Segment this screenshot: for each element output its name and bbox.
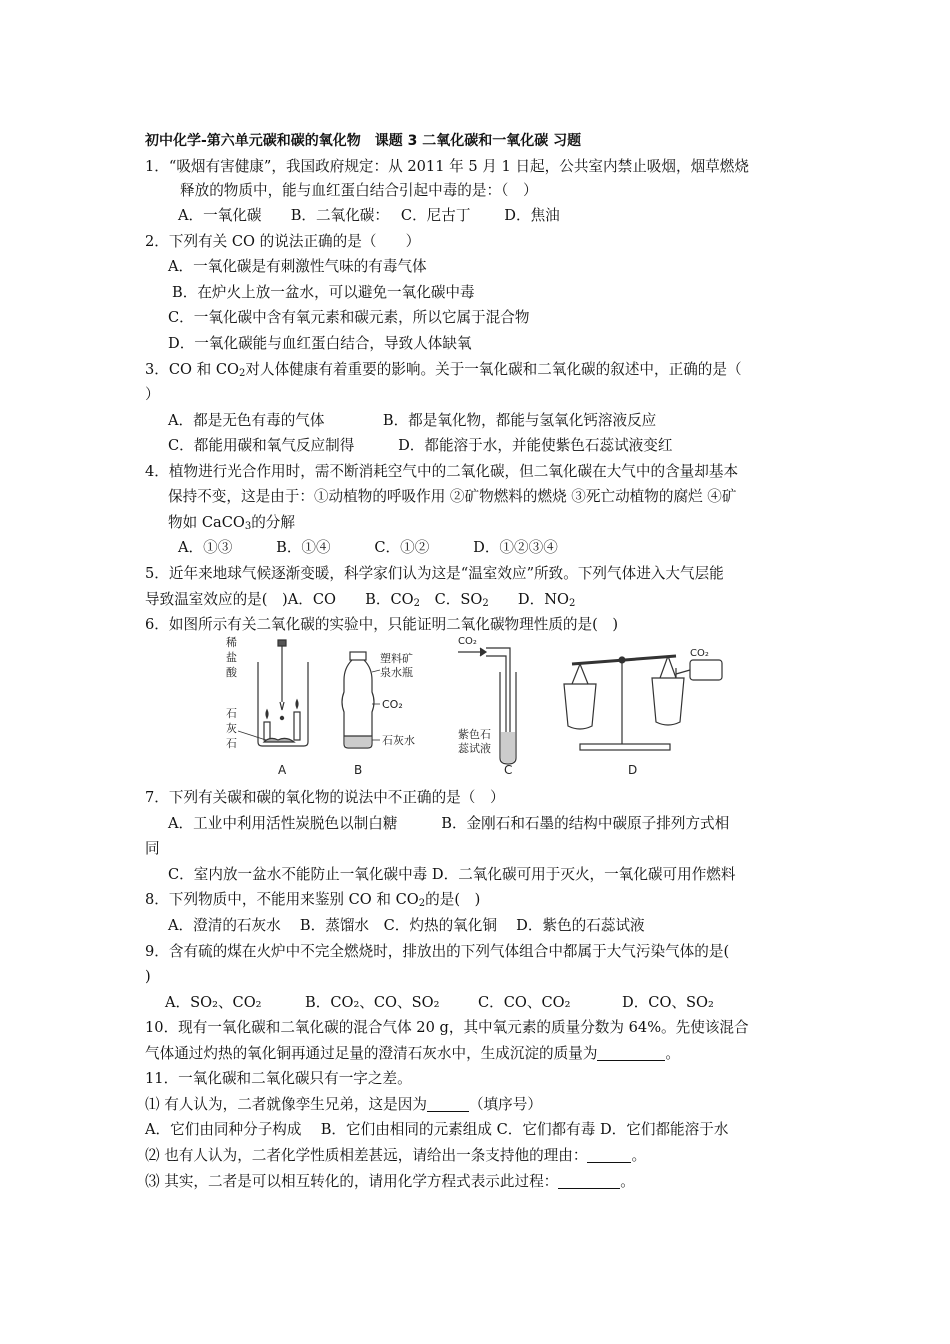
label-lime-1: 石: [226, 707, 237, 720]
q7-options-ab-line1: A．工业中利用活性炭脱色以制白糖 B．金刚石和石墨的结构中碳原子排列方式相: [168, 815, 730, 832]
q7-options-cd: C．室内放一盆水不能防止一氧化碳中毒 D．二氧化碳可用于灭火，一氧化碳可用作燃料: [168, 866, 736, 883]
label-litmus-2: 蕊试液: [458, 742, 491, 755]
q4-options: A．①③ B．①④ C．①② D．①②③④: [178, 539, 558, 556]
q10-stem-line1: 10．现有一氧化碳和二氧化碳的混合气体 20 g，其中氧元素的质量分数为 64%。先使该混合: [145, 1019, 749, 1036]
q9-option-c: C．CO、CO₂: [478, 994, 571, 1011]
q8-stem: 8．下列物质中，不能用来鉴别 CO 和 $CO_2$的是( ): [145, 891, 481, 909]
q4-stem-line2: 保持不变，这是由于：①动植物的呼吸作用 ②矿物燃料的燃烧 ③死亡动植物的腐烂 ④矿: [168, 488, 737, 505]
q11-part1-blank[interactable]: [427, 1095, 469, 1112]
label-bottle-2: 泉水瓶: [380, 666, 413, 679]
label-lime-3: 石: [226, 737, 237, 750]
apparatus-d: [564, 656, 722, 750]
figure-label-c: C: [504, 763, 513, 777]
q1-stem-line2: 释放的物质中，能与血红蛋白结合引起中毒的是：（ ）: [180, 182, 538, 199]
q6-experiment-figure: [220, 632, 740, 782]
q5-stem-line2: 导致温室效应的是( )A．CO B．$CO_2$ C．$SO_2$ D．$NO_2$: [145, 591, 576, 609]
label-acid-2: 盐: [226, 651, 237, 664]
q7-options-ab-line2: 同: [145, 840, 160, 857]
q11-stem: 11．一氧化碳和二氧化碳只有一字之差。: [145, 1070, 412, 1087]
q7-stem: 7．下列有关碳和碳的氧化物的说法中不正确的是（ ）: [145, 789, 505, 806]
label-bottle-1: 塑料矿: [380, 652, 413, 665]
q2-stem: 2．下列有关 CO 的说法正确的是（ ）: [145, 233, 421, 250]
q11-options: A．它们由同种分子构成 B．它们由相同的元素组成 C．它们都有毒 D．它们都能溶于水: [145, 1121, 729, 1138]
q4-stem-line3: 物如 CaCO$_3$的分解: [168, 514, 295, 532]
q10-answer-blank[interactable]: [597, 1044, 665, 1061]
label-co2-c: CO₂: [458, 636, 477, 647]
label-litmus-1: 紫色石: [458, 728, 491, 741]
q11-part1: ⑴ 有人认为，二者就像孪生兄弟，这是因为 （填序号）: [145, 1096, 542, 1113]
q3-stem-line2: ）: [145, 386, 160, 403]
q3-options-ab: A．都是无色有毒的气体 B．都是氧化物，都能与氢氧化钙溶液反应: [168, 412, 657, 429]
q2-option-d: D．一氧化碳能与血红蛋白结合，导致人体缺氧: [168, 335, 472, 352]
label-acid-3: 酸: [226, 666, 237, 679]
q5-stem-line1: 5．近年来地球气候逐渐变暖，科学家们认为这是“温室效应”所致。下列气体进入大气层能: [145, 565, 724, 582]
q11-part2: ⑵ 也有人认为，二者化学性质相差甚远，请给出一条支持他的理由： 。: [145, 1147, 647, 1164]
q2-option-b: B．在炉火上放一盆水，可以避免一氧化碳中毒: [172, 284, 475, 301]
label-co2-b: CO₂: [382, 698, 403, 711]
q9-option-a: A．SO₂、CO₂: [165, 994, 262, 1011]
q10-stem-line2: 气体通过灼热的氧化铜再通过足量的澄清石灰水中，生成沉淀的质量为 。: [145, 1045, 681, 1062]
q11-part2-blank[interactable]: [587, 1146, 631, 1163]
q1-stem-line1: 1．“吸烟有害健康”，我国政府规定：从 2011 年 5 月 1 日起，公共室内禁止吸烟，烟草燃烧: [145, 158, 749, 175]
q8-options: A．澄清的石灰水 B．蒸馏水 C．灼热的氧化铜 D．紫色的石蕊试液: [168, 917, 645, 934]
label-acid-1: 稀: [226, 636, 237, 649]
label-limewater: 石灰水: [382, 734, 415, 747]
q9-stem-line2: ): [145, 968, 151, 985]
q11-part3: ⑶ 其实，二者是可以相互转化的，请用化学方程式表示此过程： 。: [145, 1173, 635, 1190]
q3-stem-line1: 3．CO 和 $CO_2$对人体健康有着重要的影响。关于一氧化碳和二氧化碳的叙述中，正确的是（: [145, 361, 742, 379]
q4-stem-line1: 4．植物进行光合作用时，需不断消耗空气中的二氧化碳，但二氧化碳在大气中的含量却基本: [145, 463, 739, 480]
label-lime-2: 灰: [226, 722, 237, 735]
q2-option-c: C．一氧化碳中含有氧元素和碳元素，所以它属于混合物: [168, 309, 530, 326]
q1-options: A．一氧化碳 B．二氧化碳： C．尼古丁 D．焦油: [178, 207, 560, 224]
q6-stem: 6．如图所示有关二氧化碳的实验中，只能证明二氧化碳物理性质的是( ): [145, 616, 619, 633]
apparatus-b: [342, 652, 374, 748]
q9-option-b: B．CO₂、CO、SO₂: [305, 994, 440, 1011]
q9-stem-line1: 9．含有硫的煤在火炉中不完全燃烧时，排放出的下列气体组合中都属于大气污染气体的是(: [145, 943, 730, 960]
figure-label-a: A: [278, 763, 287, 777]
label-co2-d: CO₂: [690, 648, 709, 659]
q2-option-a: A．一氧化碳是有刺激性气味的有毒气体: [168, 258, 427, 275]
q11-part3-blank[interactable]: [558, 1172, 620, 1189]
q3-options-cd: C．都能用碳和氧气反应制得 D．都能溶于水，并能使紫色石蕊试液变红: [168, 437, 673, 454]
q9-option-d: D．CO、SO₂: [622, 994, 714, 1011]
figure-label-b: B: [354, 763, 363, 777]
apparatus-a: [258, 640, 308, 746]
figure-label-d: D: [628, 763, 638, 777]
worksheet-title: 初中化学-第六单元碳和碳的氧化物 课题 3 二氧化碳和一氧化碳 习题: [145, 133, 582, 149]
